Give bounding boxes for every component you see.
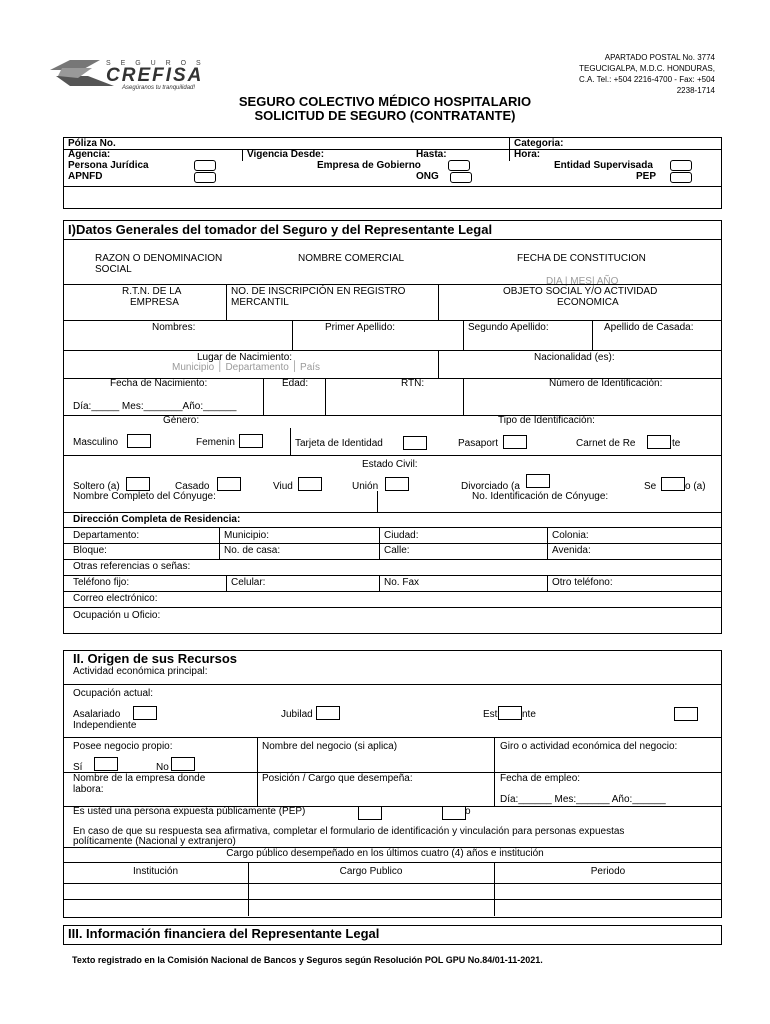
asalariado-label: Asalariado xyxy=(73,709,121,720)
estudiante-checkbox[interactable] xyxy=(498,706,522,720)
section-3-title: III. Información financiera del Representante Legal xyxy=(68,926,380,941)
address-line-3: C.A. Tel.: +504 2216-4700 - Fax: +504 xyxy=(579,75,715,84)
logo-tagline: Asegúranos tu tranquilidad! xyxy=(122,85,196,91)
celular-label: Celular: xyxy=(231,577,266,588)
nombres-label: Nombres: xyxy=(152,322,196,333)
footer-note: Texto registrado en la Comisión Nacional de Bancos y Seguros según Resolución POL GPU No.84/01-11-2021. xyxy=(72,955,543,965)
pep-question-label: Es usted una persona expuesta públicamente (PEP) xyxy=(73,806,306,817)
telefono-label: Teléfono fijo: xyxy=(73,577,130,588)
carnet-label-2: te xyxy=(672,438,681,449)
hora-label: Hora: xyxy=(514,149,541,160)
si-checkbox[interactable] xyxy=(94,757,118,771)
persona-juridica-checkbox[interactable] xyxy=(194,160,216,171)
entidad-supervisada-checkbox[interactable] xyxy=(670,160,692,171)
categoria-label: Categoria: xyxy=(514,138,564,149)
direccion-label: Dirección Completa de Residencia: xyxy=(73,514,241,525)
apnfd-checkbox[interactable] xyxy=(194,172,216,183)
nombre-negocio-label: Nombre del negocio (si aplica) xyxy=(262,741,398,752)
section-1-title: I)Datos Generales del tomador del Seguro y del Representante Legal xyxy=(68,222,493,237)
si-label: Sí xyxy=(73,762,83,773)
giro-label: Giro o actividad económica del negocio: xyxy=(500,741,678,752)
inscripcion-label: NO. DE INSCRIPCIÓN EN REGISTRO xyxy=(231,286,406,297)
form-title: SEGURO COLECTIVO MÉDICO HOSPITALARIO xyxy=(238,94,532,109)
separado-label-2: o (a) xyxy=(685,481,706,492)
pep-note-line-1: En caso de que su respuesta sea afirmativa, completar el formulario de identificación y vinculación para personas expuestas xyxy=(73,826,625,837)
col-periodo: Periodo xyxy=(590,866,626,877)
empresa-gobierno-label: Empresa de Gobierno xyxy=(317,160,421,171)
pasaporte-label: Pasaport xyxy=(458,438,499,449)
femenino-checkbox[interactable] xyxy=(239,434,263,448)
fax-label: No. Fax xyxy=(384,577,420,588)
fecha-empleo-label: Fecha de empleo: xyxy=(500,773,581,784)
tarjeta-identidad-checkbox[interactable] xyxy=(403,436,427,450)
objeto-social-label-2: ECONOMICA xyxy=(557,297,619,308)
col-cargo-publico: Cargo Publico xyxy=(339,866,403,877)
estudiante-label-2: nte xyxy=(522,709,536,720)
masculino-checkbox[interactable] xyxy=(127,434,151,448)
soltero-checkbox[interactable] xyxy=(126,477,150,491)
nacionalidad-label: Nacionalidad (es): xyxy=(534,352,615,363)
segundo-apellido-label: Segundo Apellido: xyxy=(468,322,549,333)
pep-no-label: o xyxy=(465,806,471,817)
fecha-constitucion-label: FECHA DE CONSTITUCION xyxy=(517,253,646,264)
casado-label: Casado xyxy=(175,481,210,492)
pep-no-checkbox[interactable] xyxy=(442,806,466,820)
entidad-supervisada-label: Entidad Supervisada xyxy=(554,160,653,171)
carnet-label: Carnet de Re xyxy=(576,438,636,449)
logo-small-text: S E G U R O S xyxy=(106,60,205,67)
divorciado-label: Divorciado (a xyxy=(461,481,520,492)
section-2-box xyxy=(63,650,722,918)
address-line-2: TEGUCIGALPA, M.D.C. HONDURAS, xyxy=(579,64,715,73)
ciudad-label: Ciudad: xyxy=(384,530,419,541)
pep-note-line-2: políticamente (Nacional y extranjero) xyxy=(73,836,236,847)
negocio-propio-label: Posee negocio propio: xyxy=(73,741,173,752)
cargo-publico-title: Cargo público desempeñado en los últimos cuatro (4) años e institución xyxy=(226,848,544,859)
objeto-social-label: OBJETO SOCIAL Y/O ACTIVIDAD xyxy=(503,286,658,297)
no-label: No xyxy=(156,762,169,773)
fecha-nacimiento-label: Fecha de Nacimiento: xyxy=(110,378,208,389)
lugar-nacimiento-hint: Municipio ׀ Departamento ׀ País xyxy=(172,362,321,373)
ong-label: ONG xyxy=(416,171,439,182)
jubilado-label: Jubilad xyxy=(281,709,313,720)
jubilado-checkbox[interactable] xyxy=(316,706,340,720)
pep-label: PEP xyxy=(636,171,657,182)
agencia-label: Agencia: xyxy=(68,149,111,160)
colonia-label: Colonia: xyxy=(552,530,589,541)
carnet-residente-checkbox[interactable] xyxy=(647,435,671,449)
razon-social-label: RAZON O DENOMINACION xyxy=(95,253,223,264)
otro-telefono-label: Otro teléfono: xyxy=(552,577,613,588)
tarjeta-identidad-label: Tarjeta de Identidad xyxy=(295,438,383,449)
apellido-casada-label: Apellido de Casada: xyxy=(604,322,694,333)
ocupacion-label: Ocupación u Oficio: xyxy=(73,610,161,621)
union-checkbox[interactable] xyxy=(385,477,409,491)
femenino-label: Femenin xyxy=(196,437,235,448)
bloque-label: Bloque: xyxy=(73,545,107,556)
posicion-label: Posición / Cargo que desempeña: xyxy=(262,773,413,784)
no-checkbox[interactable] xyxy=(171,757,195,771)
empresa-labora-label: Nombre de la empresa donde xyxy=(73,773,206,784)
logo-name: CREFISA xyxy=(106,65,204,86)
numero-identificacion-label: Número de Identificación: xyxy=(549,378,663,389)
asalariado-checkbox[interactable] xyxy=(133,706,157,720)
otras-referencias-label: Otras referencias o señas: xyxy=(73,561,191,572)
rtn-empresa-label-2: EMPRESA xyxy=(130,297,179,308)
inscripcion-label-2: MERCANTIL xyxy=(231,297,289,308)
hasta-label: Hasta: xyxy=(416,149,447,160)
table-row[interactable] xyxy=(64,900,720,915)
primer-apellido-label: Primer Apellido: xyxy=(325,322,396,333)
masculino-label: Masculino xyxy=(73,437,119,448)
estudiante-label: Est xyxy=(483,709,498,720)
form-subtitle: SOLICITUD DE SEGURO (CONTRATANTE) xyxy=(254,108,516,123)
union-label: Unión xyxy=(352,481,379,492)
avenida-label: Avenida: xyxy=(552,545,591,556)
apnfd-label: APNFD xyxy=(68,171,103,182)
separado-checkbox[interactable] xyxy=(661,477,685,491)
calle-label: Calle: xyxy=(384,545,410,556)
persona-juridica-label: Persona Jurídica xyxy=(68,160,149,171)
col-institucion: Institución xyxy=(132,866,179,877)
nombre-comercial-label: NOMBRE COMERCIAL xyxy=(298,253,405,264)
pep-yes-checkbox[interactable] xyxy=(358,806,382,820)
fecha-constitucion-hint: DIA | MES| AÑO xyxy=(546,276,619,287)
poliza-label: Póliza No. xyxy=(68,138,116,149)
actividad-label: Actividad económica principal: xyxy=(73,666,208,677)
rtn-empresa-label: R.T.N. DE LA xyxy=(122,286,182,297)
section-2-title: II. Origen de sus Recursos xyxy=(73,651,237,666)
conyuge-label: Nombre Completo del Cónyuge: xyxy=(73,491,216,502)
rtn-label: RTN: xyxy=(401,378,425,389)
independiente-label: Independiente xyxy=(73,720,137,731)
fecha-nacimiento-fill[interactable]: Día:_____ Mes:_______Año:______ xyxy=(73,401,237,412)
separado-label: Se xyxy=(644,481,657,492)
estado-civil-label: Estado Civil: xyxy=(362,459,418,470)
pasaporte-checkbox[interactable] xyxy=(503,435,527,449)
table-row[interactable] xyxy=(64,884,720,898)
divorciado-checkbox[interactable] xyxy=(526,474,550,488)
address-line-1: APARTADO POSTAL No. 3774 xyxy=(604,53,715,62)
casa-label: No. de casa: xyxy=(224,545,281,556)
departamento-label: Departamento: xyxy=(73,530,140,541)
policy-box xyxy=(63,137,722,209)
edad-label: Edad: xyxy=(282,378,309,389)
fecha-empleo-fill[interactable]: Día:______ Mes:______ Año:______ xyxy=(500,794,666,805)
viudo-label: Viud xyxy=(273,481,293,492)
independiente-checkbox[interactable] xyxy=(674,707,698,721)
tipo-identificacion-label: Tipo de Identificación: xyxy=(498,415,595,426)
viudo-checkbox[interactable] xyxy=(298,477,322,491)
company-logo xyxy=(48,56,228,92)
casado-checkbox[interactable] xyxy=(217,477,241,491)
genero-label: Género: xyxy=(163,415,200,426)
municipio-label: Municipio: xyxy=(224,530,270,541)
ong-checkbox[interactable] xyxy=(450,172,472,183)
lugar-nacimiento-label: Lugar de Nacimiento: xyxy=(197,352,293,363)
vigencia-label: Vigencia Desde: xyxy=(247,149,325,160)
ocupacion-actual-label: Ocupación actual: xyxy=(73,688,154,699)
conyuge-id-label: No. Identificación de Cónyuge: xyxy=(472,491,609,502)
razon-social-label-2: SOCIAL xyxy=(95,264,132,275)
soltero-label: Soltero (a) xyxy=(73,481,120,492)
address-line-4: 2238-1714 xyxy=(676,86,715,95)
empresa-gobierno-checkbox[interactable] xyxy=(448,160,470,171)
correo-label: Correo electrónico: xyxy=(73,593,158,604)
empresa-labora-label-2: labora: xyxy=(73,784,104,795)
pep-checkbox[interactable] xyxy=(670,172,692,183)
